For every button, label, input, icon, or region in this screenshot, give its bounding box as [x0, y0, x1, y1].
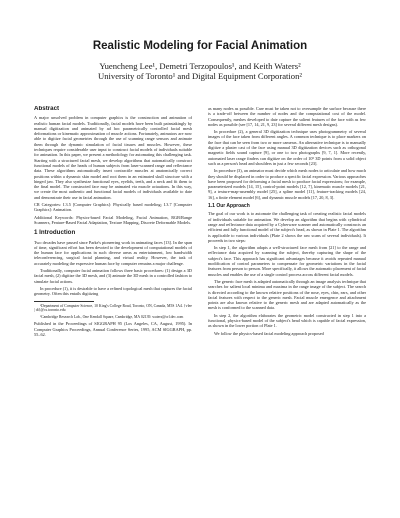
intro-paragraph-3: In procedure (1), it is desirable to have a refined topological mesh that captures the facial geometry. Often this entails digitizing: [34, 285, 192, 297]
abstract-heading: Abstract: [34, 106, 60, 112]
intro-heading: 1 Introduction: [34, 229, 76, 237]
body-paragraph-2: In procedure (2), a general 3D digitization technique uses photogrammetry of several images of the face taken from different angles. A common technique is to place markers on the face that can be seen from two or more cameras. An alternative technique is to manually digitize a plaster cast of the face using manual 3D digitization devices such as orthogonal magnetic fields sound capture [9], or one to two photographs [9, 7, 1]. More recently, automated laser range finders can digitize on the order of 10⁵ 3D points from a solid object such as a person's head and shoulders in just a few seconds [23].: [208, 129, 366, 166]
body-paragraph-3: In procedure (3), an animator must decide which mesh nodes to articulate and how much they should be displaced in order to produce a specific facial expression. Various approaches have been proposed for deforming a facial mesh to produce facial expressions; for example, parameterized models [14, 15], control-point models [12, 7], kinematic muscle models [21, 9], a texture-map-assembly model [25], a spline model [11], feature-tracking models [24, 16], a finite element model [6], and dynamic muscle models [17, 20, 8, 3].: [208, 168, 366, 200]
right-column: [208, 106, 366, 516]
body-paragraph-6: The generic face mesh is adapted automatically through an image analysis technique that searches for salient local minima and maxima in the range image of the subject. The search is directed according to the known relative positions of the nose, eyes, chin, ears, and other facial features with respect to the generic mesh. Facial muscle emergence and attachment points are also known relative to the generic mesh and are adapted automatically as the mesh is conformed to the scanned data.: [208, 278, 366, 311]
left-column: [34, 106, 192, 516]
affiliations: University of Toronto¹ and Digital Equipment Corporation²: [98, 71, 302, 82]
intro-paragraph-2: Traditionally, computer facial animation follows three basic procedures: (1) design a 3D facial mesh, (2) digitize the 3D mesh, and (3) animate the 3D mesh in a controlled fashion to simulate facial actions.: [34, 268, 192, 284]
body-paragraph-5: In step 1, the algorithm adapts a well-structured face mesh from [21] to the range and reflectance data acquired by scanning the subject, thereby capturing the shape of the subject's face. This approach has significant advantages because it avoids repeated manual modification of control parameters to compensate for geometric variations in the facial features from person to person. More specifically, it allows the automatic placement of facial muscles and enables the use of a single control process across different facial models.: [208, 245, 366, 277]
footnote-2: ²Cambridge Research Lab., One Kendall Square, Cambridge, MA 02139. waters@crl.dec.com: [40, 314, 184, 319]
additional-keywords: Additional Keywords: Physics-based Facial Modeling, Facial Animation, RGB/Range Scanners, Feature-Based Facial Adaptation, Texture Mapping, Discrete Deformable Models.: [34, 214, 192, 225]
abstract-text: A major unsolved problem in computer graphics is the construction and animation of realistic human facial models. Traditionally, facial models have been built painstakingly by manual digitization and animated by ad hoc parametrically controlled facial mesh deformations or kinematic approximation of muscle actions. Fortunately, animators are now able to digitize facial geometries through the use of scanning range sensors and animate them through the dynamic simulation of facial tissues and muscles. However, these techniques require considerable user input to construct facial models of individuals suitable for animation. In this paper, we present a methodology for automating this challenging task. Starting with a structured facial mesh, we develop algorithms that automatically construct functional models of the heads of human subjects from laser-scanned range and reflectance data. These algorithms automatically insert contractile muscles at anatomically correct positions within a dynamic skin model and root them in an estimated skull structure with a hinged jaw. They also synthesize functional eyes, eyelids, teeth, and a neck and fit them to the final model. The constructed face may be animated via muscle actuations. In this way, we create the most authentic and functional facial models of individuals available to date and demonstrate their use in facial animation.: [34, 115, 192, 200]
paper-title: Realistic Modeling for Facial Animation: [92, 40, 308, 52]
author-list: Yuencheng Lee¹, Demetri Terzopoulos¹, and Keith Waters²: [99, 61, 301, 71]
publication-note: Published in the Proceedings of SIGGRAPH 95 (Los Angeles, CA, August, 1995). In Computer Graphics Proceedings, Annual Conference Series, 1995, ACM SIGGRAPH, pp. 55–62.: [34, 321, 192, 337]
intro-paragraph-1: Two decades have passed since Parke's pioneering work in animating faces [13]. In the span of time, significant effort has been devoted to the development of computational models of the human face for applications in such diverse areas as entertainment, low bandwidth teleconferencing, surgical facial planning, and virtual reality. However, the task of accurately modeling the expressive human face by computer remains a major challenge.: [34, 239, 192, 266]
footnote-1: ¹Department of Computer Science, 10 King's College Road, Toronto, ON, Canada, M5S 1A4. {vlee | dt}@cs.toronto.edu: [34, 303, 192, 313]
cr-categories: CR Categories: I.3.5 [Computer Graphics]: Physically based modeling; I.3.7 [Computer Graphics]: Animation.: [34, 202, 192, 213]
subsection-heading: 1.1 Our Approach: [208, 203, 250, 210]
body-paragraph-8: We follow the physics-based facial modeling approach proposed: [214, 330, 324, 336]
body-paragraph-1: as many nodes as possible. Care must be taken not to oversample the surface because there is a trade-off between the number of nodes and the computational cost of the model. Consequently, meshes developed to date capture the salient features of the face with as few nodes as possible (see [17, 14, 21, 9, 23] for several different mesh designs).: [208, 106, 366, 127]
body-paragraph-4: The goal of our work is to automate the challenging task of creating realistic facial models of individuals suitable for animation. We develop an algorithm that begins with cylindrical range and reflectance data acquired by a Cyberware scanner and automatically constructs an efficient and fully functional model of the subject's head, as shown in Plate 1. The algorithm is applicable to various individuals (Plate 2 shows the raw scans of several individuals). It proceeds in two steps:: [208, 211, 366, 243]
body-paragraph-7: In step 2, the algorithm elaborates the geometric model constructed in step 1 into a functional, physics-based model of the subject's head which is capable of facial expression, as shown in the lower portion of Plate 1.: [208, 312, 366, 329]
footnote-divider: [34, 301, 94, 302]
two-column-body: [34, 106, 366, 516]
